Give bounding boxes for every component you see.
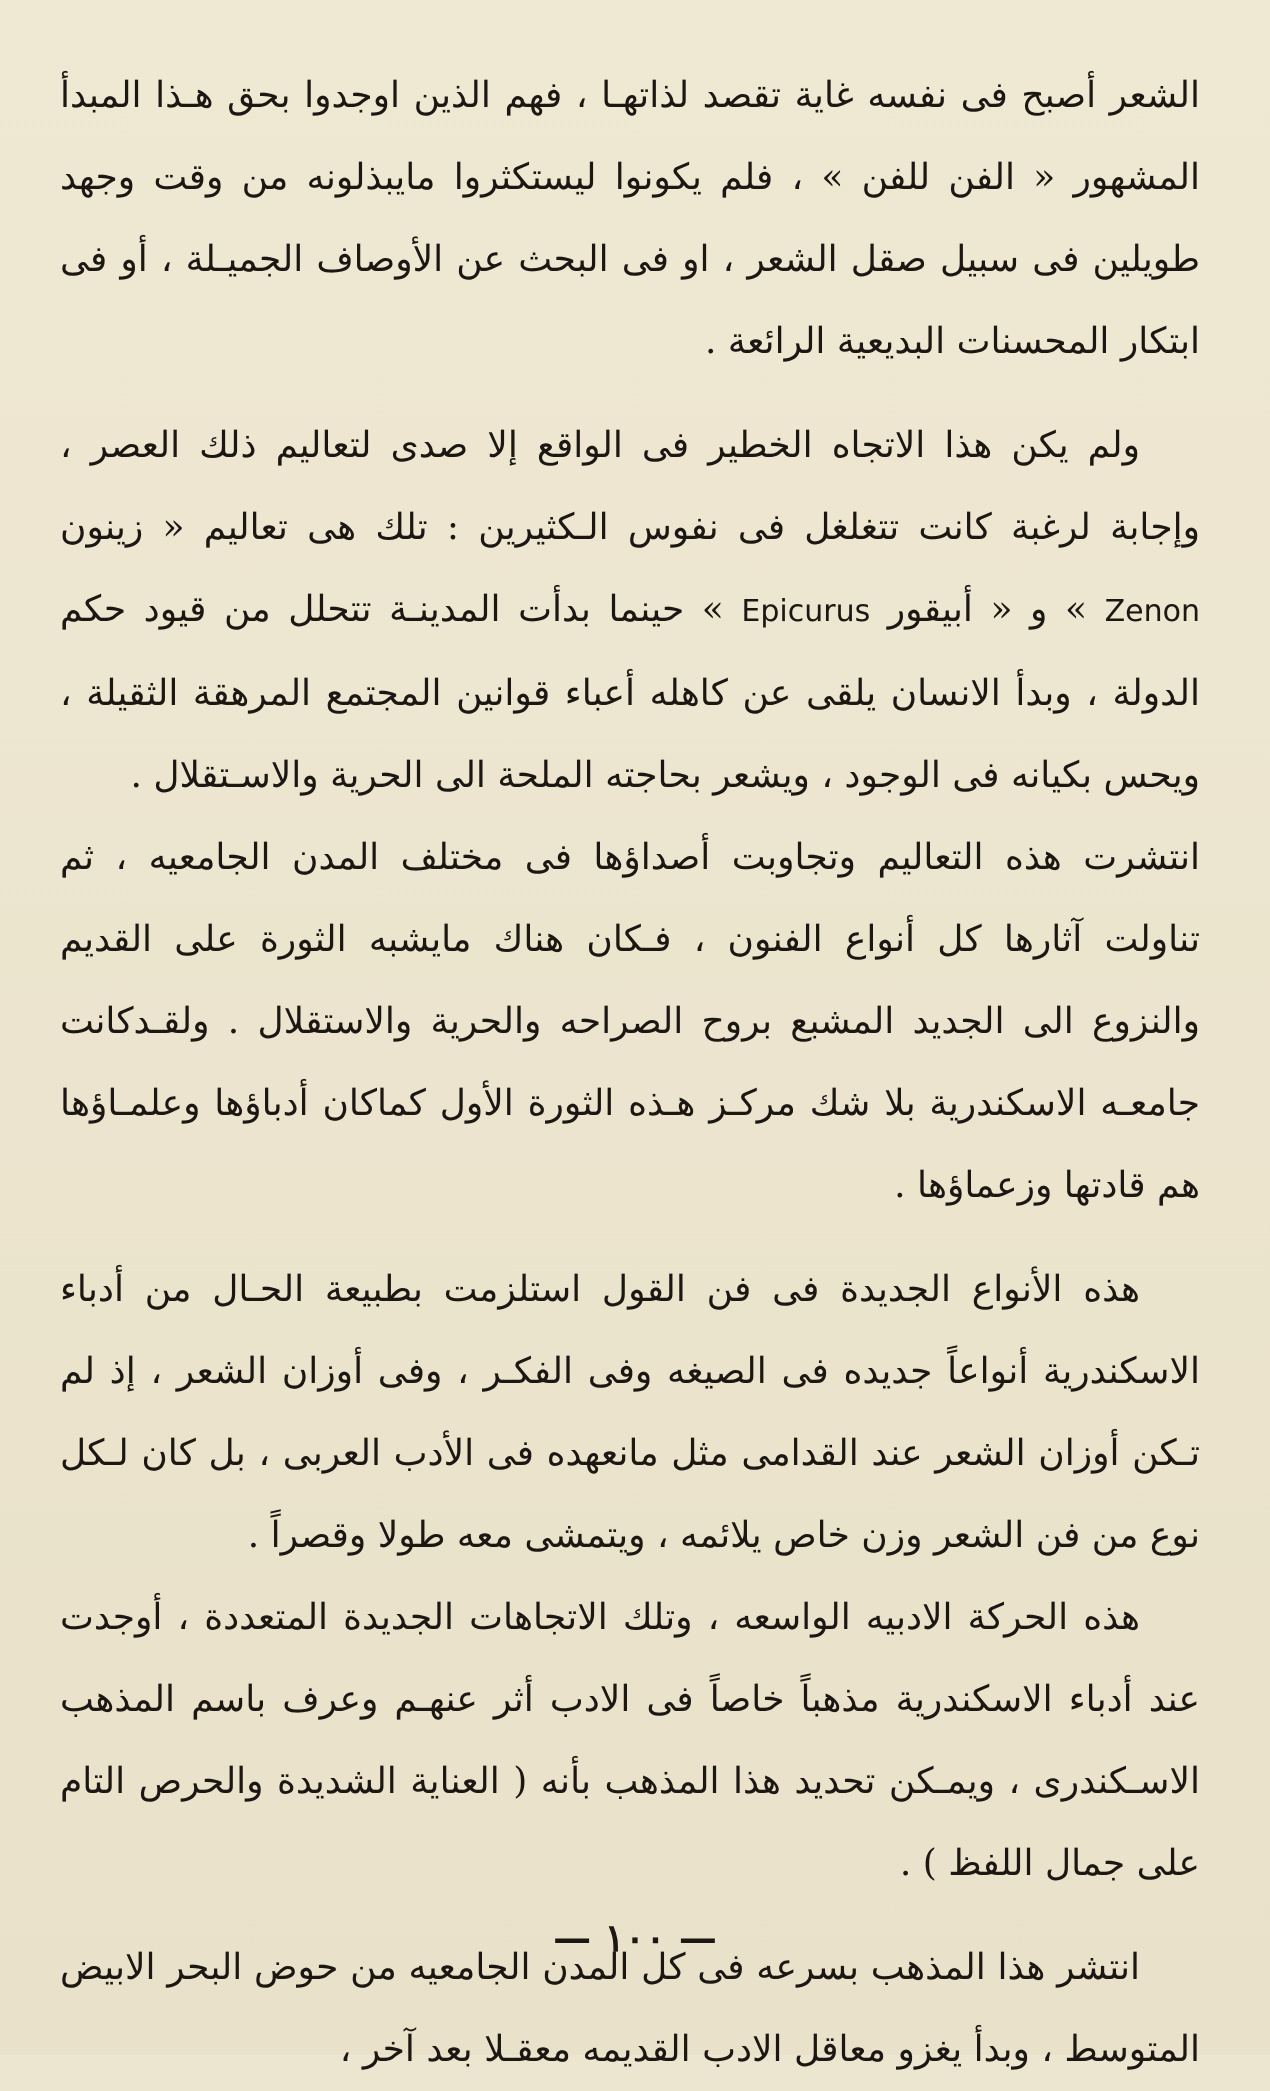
latin-term-epicurus: Epicurus	[741, 594, 871, 629]
paragraph-5	[60, 1577, 1200, 1905]
paragraph-5-text: هذه الحركة الادبيه الواسعه ، وتلك الاتجاهات الجديدة المتعددة ، أوجدت عند أدباء الاسكندرية مذهباً خاصاً فى الادب أثر عنهـم وعرف باسم المذهب الاسـكندرى ، ويمـكن تحديد هذا المذهب بأنه ( العناية الشديدة والحرص التام على جمال اللفظ ) .	[60, 1597, 1200, 1884]
paragraph-2	[60, 405, 1200, 817]
latin-term-zenon: Zenon	[1104, 594, 1200, 629]
paragraph-1	[60, 55, 1200, 383]
paragraph-2-text-after: » حينما بدأت المدينـة تتحلل من قيود حكم الدولة ، وبدأ الانسان يلقى عن كاهله أعباء قوانين المجتمع المرهقة الثقيلة ، ويحس بكيانه فى الوجود ، ويشعر بحاجته الملحة الى الحرية والاسـتقلال .	[60, 589, 1200, 796]
paragraph-6-text: انتشر هذا المذهب بسرعه فى كل المدن الجامعيه من حوض البحر الابيض المتوسط ، وبدأ يغزو معاقل الادب القديمه معقـلا بعد آخر ،	[60, 1947, 1200, 2070]
page-number: — ١٠٠ —	[553, 1915, 717, 1960]
paragraph-2-text-before: ولم يكن هذا الاتجاه الخطير فى الواقع إلا صدى لتعاليم ذلك العصر ، وإجابة لرغبة كانت تتغلغل فى نفوس الـكثيرين : تلك هى تعاليم « زينون	[60, 425, 1200, 548]
paragraph-1-text: الشعر أصبح فى نفسه غاية تقصد لذاتهـا ، فهم الذين اوجدوا بحق هـذا المبدأ المشهور « الفن للفن » ، فلم يكونوا ليستكثروا مايبذلونه من وقت وجهد طويلين فى سبيل صقل الشعر ، او فى البحث عن الأوصاف الجميـلة ، أو فى ابتكار المحسنات البديعية الرائعة .	[60, 75, 1200, 362]
paragraph-2-text-middle: » و « أبيقور	[870, 589, 1105, 630]
paragraph-4	[60, 1249, 1200, 1577]
paragraph-3	[60, 817, 1200, 1227]
page-body	[60, 55, 1200, 2091]
paragraph-3-text: انتشرت هذه التعاليم وتجاوبت أصداؤها فى مختلف المدن الجامعيه ، ثم تناولت آثارها كل أنواع الفنون ، فـكان هناك مايشبه الثورة على القديم والنزوع الى الجديد المشبع بروح الصراحه والحرية والاستقلال . ولقـدكانت جامعـه الاسكندرية بلا شك مركـز هـذه الثورة الأول كماكان أدباؤها وعلمـاؤها هم قادتها وزعماؤها .	[60, 837, 1200, 1206]
paragraph-4-text: هذه الأنواع الجديدة فى فن القول استلزمت بطبيعة الحـال من أدباء الاسكندرية أنواعاً جديده فى الصيغه وفى الفكـر ، وفى أوزان الشعر ، إذ لم تـكن أوزان الشعر عند القدامى مثل مانعهده فى الأدب العربى ، بل كان لـكل نوع من فن الشعر وزن خاص يلائمه ، ويتمشى معه طولا وقصراً .	[60, 1269, 1200, 1556]
